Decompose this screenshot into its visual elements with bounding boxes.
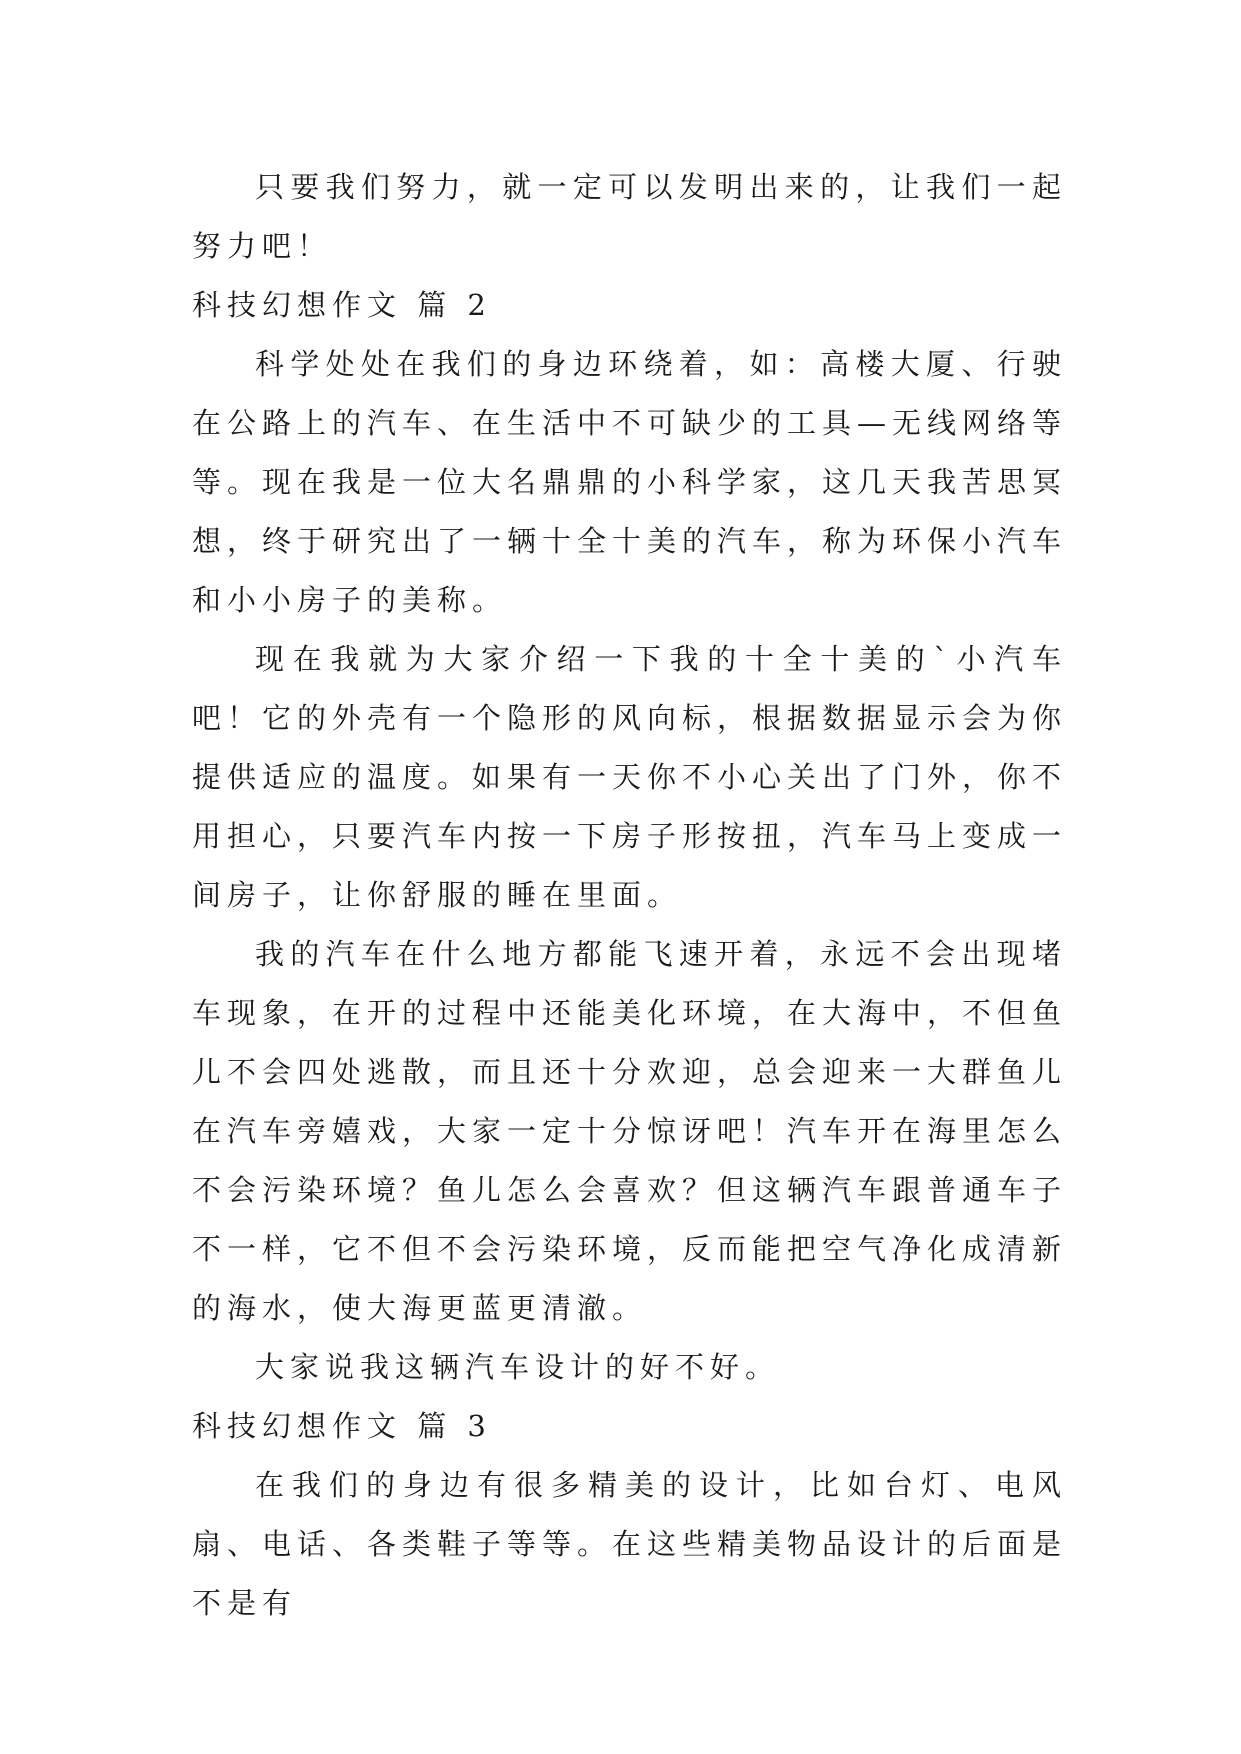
paragraph-car-ocean: 我的汽车在什么地方都能飞速开着，永远不会出现堵车现象，在开的过程中还能美化环境，在大海中，不但鱼儿不会四处逃散，而且还十分欢迎，总会迎来一大群鱼儿在汽车旁嬉戏，大家一定十分惊讶吧！汽车开在海里怎么不会污染环境？鱼儿怎么会喜欢？但这辆汽车跟普通车子不一样，它不但不会污染环境，反而能把空气净化成清新的海水，使大海更蓝更清澈。 bbox=[192, 937, 1068, 1325]
paragraph-intro: 科学处处在我们的身边环绕着，如：高楼大厦、行驶在公路上的汽车、在生活中不可缺少的工具—无线网络等等。现在我是一位大名鼎鼎的小科学家，这几天我苦思冥想，终于研究出了一辆十全十美的汽车，称为环保小汽车和小小房子的美称。 bbox=[192, 347, 1068, 617]
section-heading-2: 科技幻想作文 篇 2 bbox=[192, 288, 492, 322]
section-heading-3: 科技幻想作文 篇 3 bbox=[192, 1409, 492, 1443]
paragraph-design: 在我们的身边有很多精美的设计，比如台灯、电风扇、电话、各类鞋子等等。在这些精美物品设计的后面是不是有 bbox=[192, 1468, 1068, 1620]
document-body bbox=[192, 158, 1067, 1633]
paragraph-conclusion: 只要我们努力，就一定可以发明出来的，让我们一起努力吧！ bbox=[192, 170, 1067, 263]
paragraph-car-features: 现在我就为大家介绍一下我的十全十美的`小汽车吧！它的外壳有一个隐形的风向标，根据数据显示会为你提供适应的温度。如果有一天你不小心关出了门外，你不用担心，只要汽车内按一下房子形按扭，汽车马上变成一间房子，让你舒服的睡在里面。 bbox=[192, 642, 1068, 912]
paragraph-question: 大家说我这辆汽车设计的好不好。 bbox=[255, 1350, 781, 1384]
